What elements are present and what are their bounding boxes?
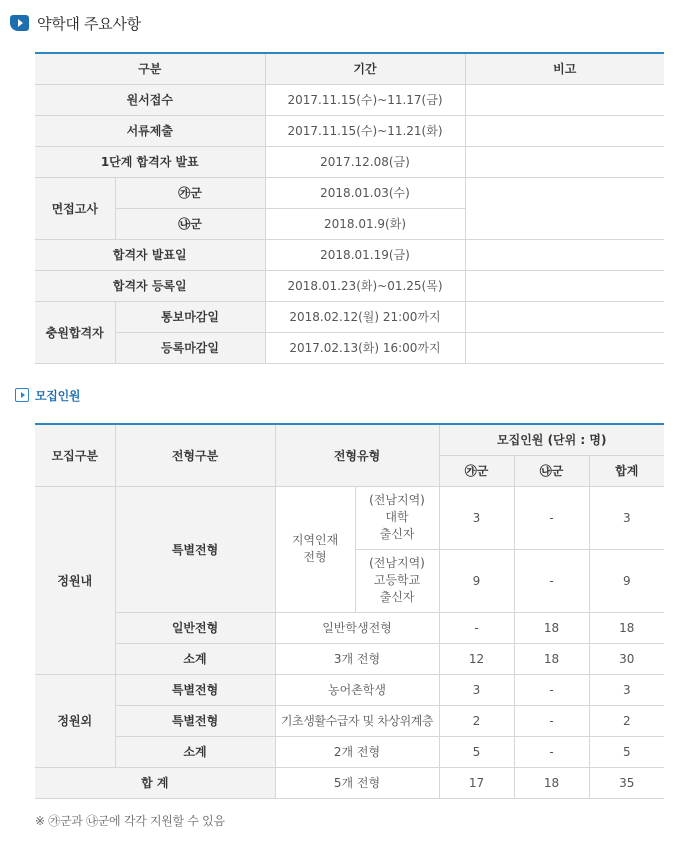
row-period-application: 2017.11.15(수)~11.17(금) (265, 84, 465, 115)
group-inside: 정원내 (35, 486, 115, 674)
key-dates-table (35, 52, 664, 364)
type-highschool: (전남지역) 고등학교 출신자 (355, 549, 439, 612)
header-ga: ㉮군 (439, 455, 514, 486)
header-category: 구분 (35, 53, 265, 84)
header-period: 기간 (265, 53, 465, 84)
row-period-final-result: 2018.01.19(금) (265, 239, 465, 270)
cell-total: 9 (589, 549, 664, 612)
row-period-interview-na: 2018.01.9(화) (265, 208, 465, 239)
row-label-interview: 면접고사 (35, 177, 115, 239)
grand-total-label: 합 계 (35, 767, 275, 798)
play-arrow-icon (15, 388, 29, 402)
cell-total: 3 (589, 486, 664, 549)
row-period-registration: 2018.01.23(화)~01.25(목) (265, 270, 465, 301)
row-label-reg-deadline: 등록마감일 (115, 332, 265, 363)
cell-ga: 2 (439, 705, 514, 736)
cell-ga: 3 (439, 486, 514, 549)
cell-total: 35 (589, 767, 664, 798)
play-arrow-icon (10, 15, 29, 31)
row-label-final-result: 합격자 발표일 (35, 239, 265, 270)
row-period-interview-ga: 2018.01.03(수) (265, 177, 465, 208)
row-label-notice-deadline: 통보마감일 (115, 301, 265, 332)
selection-special: 특별전형 (115, 486, 275, 612)
type-regional: 지역인재 전형 (275, 486, 355, 612)
section-title-text: 약학대 주요사항 (37, 14, 141, 33)
cell-total: 5 (589, 736, 664, 767)
section-title-quota (15, 386, 80, 404)
row-label-interview-na: ㉯군 (115, 208, 265, 239)
cell-ga: 5 (439, 736, 514, 767)
header-quota: 모집인원 (단위 : 명) (439, 424, 664, 455)
row-label-application: 원서접수 (35, 84, 265, 115)
row-label-first-result: 1단계 합격자 발표 (35, 146, 265, 177)
grand-total-type: 5개 전형 (275, 767, 439, 798)
header-na: ㉯군 (514, 455, 589, 486)
selection-special: 특별전형 (115, 705, 275, 736)
type-low-income: 기초생활수급자 및 차상위계층 (275, 705, 439, 736)
row-label-registration: 합격자 등록일 (35, 270, 265, 301)
cell-ga: 17 (439, 767, 514, 798)
row-remarks (465, 177, 664, 239)
cell-na: - (514, 736, 589, 767)
row-remarks (465, 239, 664, 270)
type-general: 일반학생전형 (275, 612, 439, 643)
cell-na: 18 (514, 643, 589, 674)
cell-total: 3 (589, 674, 664, 705)
row-remarks (465, 84, 664, 115)
header-group: 모집구분 (35, 424, 115, 486)
section-title-key-dates (10, 12, 141, 34)
cell-ga: - (439, 612, 514, 643)
type-subtotal: 3개 전형 (275, 643, 439, 674)
cell-ga: 9 (439, 549, 514, 612)
row-remarks (465, 146, 664, 177)
cell-total: 30 (589, 643, 664, 674)
type-university: (전남지역) 대학 출신자 (355, 486, 439, 549)
cell-total: 2 (589, 705, 664, 736)
row-remarks (465, 270, 664, 301)
type-subtotal: 2개 전형 (275, 736, 439, 767)
selection-general: 일반전형 (115, 612, 275, 643)
row-label-documents: 서류제출 (35, 115, 265, 146)
selection-special: 특별전형 (115, 674, 275, 705)
cell-na: 18 (514, 767, 589, 798)
quota-table (35, 423, 664, 799)
cell-na: - (514, 705, 589, 736)
row-period-first-result: 2017.12.08(금) (265, 146, 465, 177)
selection-subtotal: 소계 (115, 643, 275, 674)
row-remarks (465, 115, 664, 146)
header-total: 합계 (589, 455, 664, 486)
row-label-additional: 충원합격자 (35, 301, 115, 363)
selection-subtotal: 소계 (115, 736, 275, 767)
cell-ga: 3 (439, 674, 514, 705)
cell-ga: 12 (439, 643, 514, 674)
type-rural: 농어촌학생 (275, 674, 439, 705)
row-period-notice-deadline: 2018.02.12(월) 21:00까지 (265, 301, 465, 332)
row-remarks (465, 301, 664, 332)
group-outside: 정원외 (35, 674, 115, 767)
row-period-reg-deadline: 2017.02.13(화) 16:00까지 (265, 332, 465, 363)
cell-total: 18 (589, 612, 664, 643)
cell-na: - (514, 549, 589, 612)
cell-na: - (514, 674, 589, 705)
header-selection: 전형구분 (115, 424, 275, 486)
row-label-interview-ga: ㉮군 (115, 177, 265, 208)
header-type: 전형유형 (275, 424, 439, 486)
row-remarks (465, 332, 664, 363)
header-remarks: 비고 (465, 53, 664, 84)
section-title-text: 모집인원 (35, 388, 81, 403)
row-period-documents: 2017.11.15(수)~11.21(화) (265, 115, 465, 146)
cell-na: 18 (514, 612, 589, 643)
footnote: ※ ㉮군과 ㉯군에 각각 지원할 수 있음 (35, 814, 225, 828)
cell-na: - (514, 486, 589, 549)
